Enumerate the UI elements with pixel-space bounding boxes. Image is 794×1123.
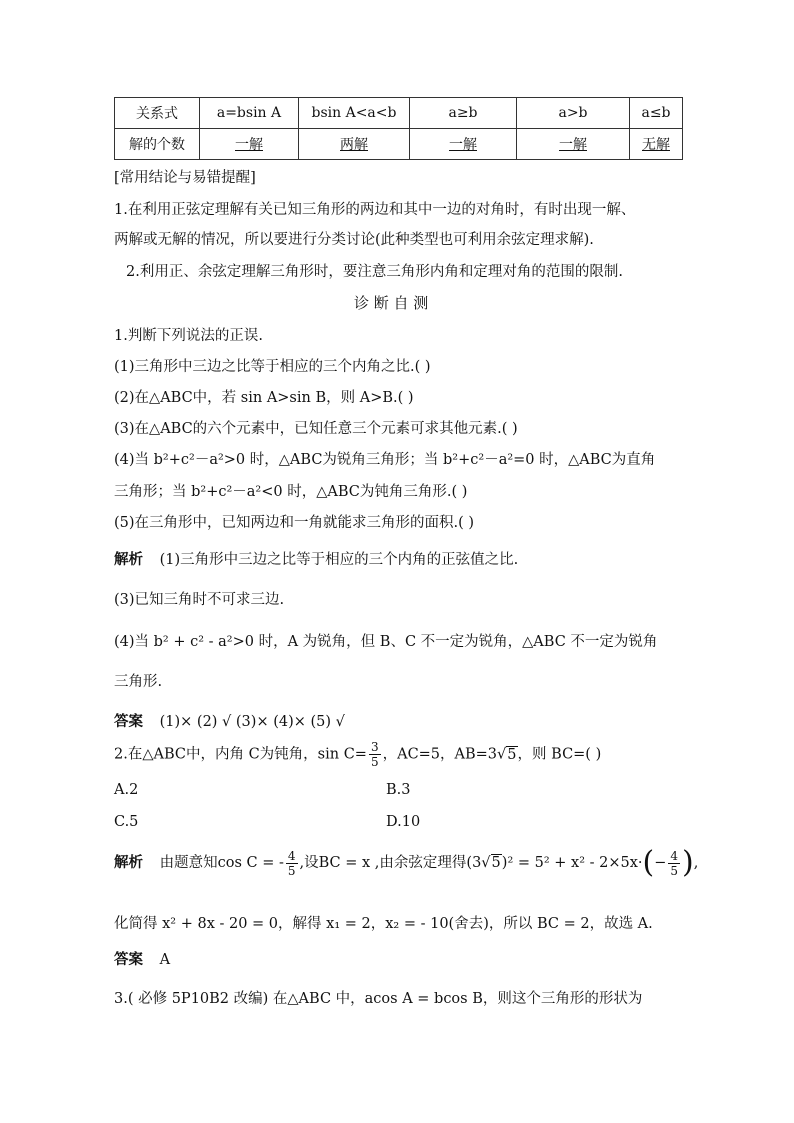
analysis-text: )² = 5² + x² - 2×5x· [501,855,643,871]
tip-1-line-2: 两解或无解的情况，所以要进行分类讨论(此种类型也可利用余弦定理求解). [114,232,594,248]
cell-value: 无解 [642,137,670,153]
table-cell: bsin A<a<b [299,98,410,129]
table-cell [630,129,683,160]
sqrt-value: 5 [507,746,517,763]
table-cell [410,129,517,160]
table-cell: a>b [517,98,630,129]
question-1-item: (4)当 b²+c²－a²>0 时，△ABC为锐角三角形；当 b²+c²－a²=0 时，△ABC为直角 [114,452,656,468]
question-1-item: (3)在△ABC的六个元素中，已知任意三个元素可求其他元素.( ) [114,421,518,437]
table-cell: 解的个数 [115,129,200,160]
table-row [115,98,683,129]
analysis-2: 解析 由题意知cos C = - $\frac{4}{5}$ ,设BC = x ,由余弦定理得(3√5)² = 5² + x² - 2×5x·(− $\frac{4}{5}$ ), [114,845,699,880]
table-cell: a≥b [410,98,517,129]
table-row [115,129,683,160]
answer-label: 答案 [114,951,143,968]
fraction [286,849,298,878]
fraction [369,740,381,769]
question-1-stem: 1.判断下列说法的正误. [114,328,263,344]
table-cell: a=bsin A [200,98,299,129]
analysis-text: (1)三角形中三边之比等于相应的三个内角的正弦值之比. [159,552,519,568]
question-2-stem: 2.在△ABC中，内角 C为钝角，sin C= $\frac{3}{5}$ ，AC=5，AB=3√5，则 BC=( ) [114,740,602,769]
numerator: 3 [370,740,379,754]
open-paren: ( [642,845,655,880]
analysis-text: , [693,855,699,871]
analysis-4-cont: 三角形. [114,674,163,690]
answer-1 [114,710,345,731]
analysis-2-line-2: 化简得 x² + 8x - 20 = 0，解得 x₁ = 2，x₂ = - 10(舍去)，所以 BC = 2，故选 A. [114,916,653,932]
numerator: 4 [287,848,296,863]
denominator: 5 [670,863,679,878]
analysis-label: 解析 [114,854,143,871]
question-1-item: (2)在△ABC中，若 sin A>sin B，则 A>B.( ) [114,390,414,406]
solution-count-table [114,97,683,160]
analysis-label: 解析 [114,551,143,568]
numerator: 4 [670,848,679,863]
cell-value: 一解 [235,137,263,153]
stem-text: 2.在△ABC中，内角 C为钝角，sin C= [114,746,367,763]
answer-text: A [159,952,171,968]
option-d: D.10 [386,814,421,830]
sqrt-value: 5 [491,855,501,871]
table-cell: a≤b [630,98,683,129]
question-1-item: (5)在三角形中，已知两边和一角就能求三角形的面积.( ) [114,515,475,531]
denominator: 5 [287,863,296,878]
close-paren: ) [682,845,694,880]
tip-2: 2.利用正、余弦定理解三角形时，要注意三角形内角和定理对角的范围的限制. [126,264,623,280]
section-header: [常用结论与易错提醒] [114,170,256,186]
section-title: 诊 断 自 测 [354,294,429,312]
cell-value: 一解 [559,137,587,153]
question-1-item: (1)三角形中三边之比等于相应的三个内角之比.( ) [114,359,431,375]
analysis-4: (4)当 b² + c² - a²>0 时，A 为锐角，但 B、C 不一定为锐角，△ABC 不一定为锐角 [114,634,658,650]
denominator: 5 [370,755,379,769]
analysis-3: (3)已知三角时不可求三边. [114,592,285,608]
table-cell [517,129,630,160]
question-3-stem: 3.( 必修 5P10B2 改编) 在△ABC 中，acos A = bcos B，则这个三角形的形状为 [114,991,643,1007]
analysis-1 [114,548,518,569]
table-cell [299,129,410,160]
fraction [668,849,680,878]
minus-sign: − [654,855,667,871]
stem-text: ，则 BC=( ) [517,746,602,763]
table-cell [200,129,299,160]
table-cell: 关系式 [115,98,200,129]
answer-2 [114,948,170,969]
answer-label: 答案 [114,713,143,730]
analysis-text: 由题意知cos C = - [159,855,284,871]
cell-value: 两解 [340,137,368,153]
stem-text: ，AC=5，AB=3 [382,746,498,763]
cell-value: 一解 [449,137,477,153]
answer-text: (1)× (2) √ (3)× (4)× (5) √ [159,714,345,730]
analysis-text: ,设BC = x ,由余弦定理得(3 [299,855,482,871]
question-1-item: 三角形；当 b²+c²－a²<0 时，△ABC为钝角三角形.( ) [114,484,468,500]
option-b: B.3 [386,782,411,798]
option-c: C.5 [114,814,139,830]
tip-1-line-1: 1.在利用正弦定理解有关已知三角形的两边和其中一边的对角时，有时出现一解、 [114,202,636,218]
option-a: A.2 [114,782,139,798]
